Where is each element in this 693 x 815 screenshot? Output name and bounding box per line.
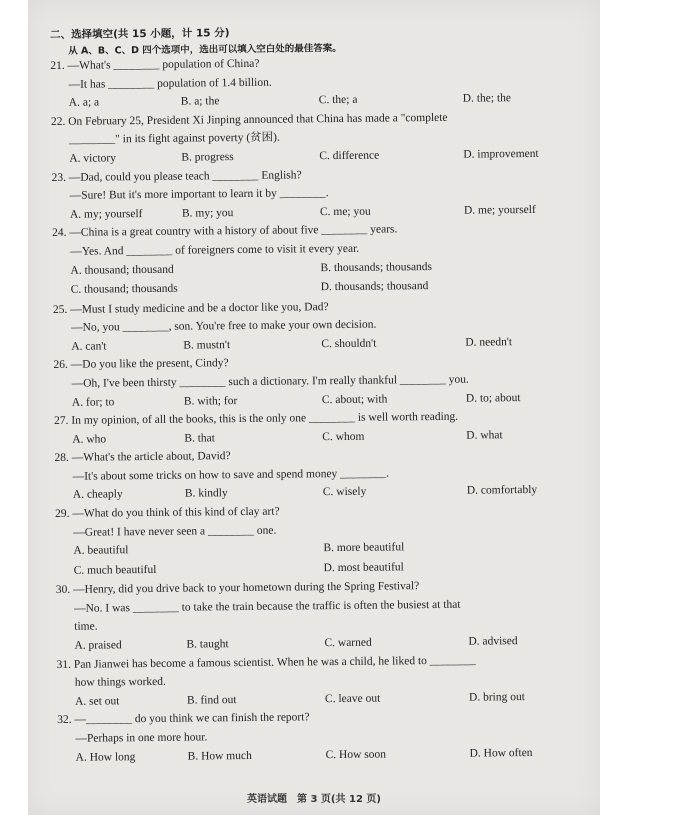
question-stem: 23. —Dad, could you please teach ________ English?: [51, 168, 302, 184]
answer-option: A. set out: [74, 695, 120, 708]
answer-option: C. me; you: [319, 205, 371, 218]
question-stem: 28. —What's the article about, David?: [54, 450, 231, 465]
answer-option: B. that: [184, 431, 216, 445]
answer-option: A. cheaply: [72, 488, 123, 502]
question-item: [50, 55, 591, 116]
answer-option: B. progress: [181, 151, 234, 164]
question-stem-continued: —Oh, I've been thirsty ________ such a dictionary. I'm really thankful ________ you.: [71, 373, 469, 390]
answer-option: C. thousand; thousands: [70, 282, 178, 296]
question-stem-continued: —It has ________ population of 1.4 billion.: [68, 76, 272, 91]
question-stem: 27. In my opinion, of all the books, this is the only one ________ is well worth reading.: [54, 410, 459, 428]
answer-option: C. difference: [319, 149, 380, 163]
section-title: 二、选择填空(共 15 小题，计 15 分): [49, 27, 230, 41]
question-stem-continued: —Perhaps in one more hour.: [75, 731, 208, 745]
answer-option: A. a; a: [68, 96, 100, 109]
question-item: [54, 448, 595, 509]
answer-option: A. my; yourself: [69, 207, 143, 221]
answer-option: A. beautiful: [73, 544, 129, 558]
question-stem-continued: —Yes. And ________ of foreigners come to visit it every year.: [70, 242, 360, 258]
question-item: [53, 299, 594, 360]
question-stem-continued: —No, you ________, son. You're free to make your own decision.: [71, 318, 377, 334]
section-instruction: 从 A、B、C、D 四个选项中，选出可以填入空白处的最佳答案。: [68, 42, 342, 57]
answer-option: B. my; you: [181, 206, 234, 220]
question-item: [51, 167, 592, 228]
answer-option: C. much beautiful: [73, 563, 157, 577]
question-stem-continued: —Sure! But it's more important to learn it by ________.: [69, 187, 329, 202]
question-item: [53, 355, 594, 416]
question-item: [57, 710, 598, 771]
answer-option: A. How long: [75, 750, 136, 764]
answer-option: B. find out: [186, 693, 237, 707]
exam-page: [28, 0, 600, 815]
answer-option: D. improvement: [463, 147, 539, 161]
question-section: [50, 24, 598, 771]
answer-option: D. thousands; thousand: [320, 280, 429, 294]
answer-option: B. with; for: [183, 394, 238, 408]
answer-option: A. victory: [69, 152, 117, 165]
answer-option: B. taught: [186, 638, 229, 651]
question-stem-continued: how things worked.: [74, 676, 166, 689]
question-stem-continued: —No. I was ________ to take the train because the traffic is often the busiest at that: [73, 598, 461, 615]
question-stem: 26. —Do you like the present, Cindy?: [53, 357, 229, 372]
answer-option: B. How much: [187, 749, 252, 763]
question-item: [57, 654, 598, 715]
answer-option: B. kindly: [184, 487, 228, 501]
answer-option: D. comfortably: [466, 484, 538, 498]
question-item: [55, 503, 596, 585]
answer-option: C. whom: [322, 430, 365, 443]
answer-option: D. advised: [468, 635, 518, 648]
answer-option: D. what: [466, 428, 503, 442]
answer-option: D. the; the: [462, 92, 512, 105]
question-item: [52, 223, 593, 305]
answer-option: A. praised: [74, 639, 122, 652]
question-stem: 31. Pan Jianwei has become a famous scientist. When he was a child, he liked to ________: [56, 654, 476, 671]
answer-option: C. shouldn't: [321, 337, 377, 350]
answer-option: A. can't: [71, 340, 107, 353]
answer-option: B. more beautiful: [323, 541, 405, 555]
question-stem: 32. —________ do you think we can finish the report?: [57, 711, 310, 727]
answer-option: D. to; about: [465, 391, 521, 405]
page-footer: 英语试题 第 3 页(共 12 页): [247, 794, 381, 805]
answer-option: D. How often: [469, 746, 533, 760]
question-item: [56, 580, 597, 660]
answer-option: C. leave out: [324, 692, 381, 705]
question-stem: 21. —What's ________ population of China?: [50, 57, 260, 72]
answer-option: C. warned: [324, 636, 372, 650]
question-list: [50, 55, 597, 771]
answer-option: D. me; yourself: [463, 203, 536, 217]
question-stem-continued: ________" in its fight against poverty (贫困).: [69, 131, 280, 147]
answer-option: B. a; the: [180, 95, 220, 108]
question-stem-continued: —It's about some tricks on how to save and spend money ________.: [72, 467, 390, 483]
question-item: [51, 111, 592, 172]
answer-option: A. who: [72, 433, 107, 446]
answer-option: C. wisely: [322, 486, 367, 499]
answer-option: C. about; with: [321, 392, 388, 406]
question-stem: 24. —China is a great country with a history of about five ________ years.: [52, 223, 398, 240]
answer-option: B. thousands; thousands: [320, 260, 433, 274]
question-stem: 25. —Must I study medicine and be a doctor like you, Dad?: [52, 300, 329, 316]
answer-option: C. the; a: [318, 93, 358, 107]
question-stem-continued: time.: [74, 620, 98, 634]
answer-option: D. bring out: [468, 690, 525, 704]
answer-option: D. most beautiful: [323, 561, 404, 574]
question-item: [54, 410, 594, 453]
question-stem: 29. —What do you think of this kind of clay art?: [55, 505, 280, 521]
answer-option: C. How soon: [325, 748, 387, 761]
question-stem: 30. —Henry, did you drive back to your hometown during the Spring Festival?: [55, 580, 420, 597]
question-stem: 22. On February 25, President Xi Jinping announced that China has made a "complete: [50, 111, 448, 128]
question-stem-continued: —Great! I have never seen a ________ one.: [73, 524, 277, 539]
answer-option: A. for; to: [71, 395, 115, 409]
answer-option: D. needn't: [465, 335, 513, 349]
answer-option: A. thousand; thousand: [70, 263, 174, 277]
answer-option: B. mustn't: [183, 338, 231, 352]
